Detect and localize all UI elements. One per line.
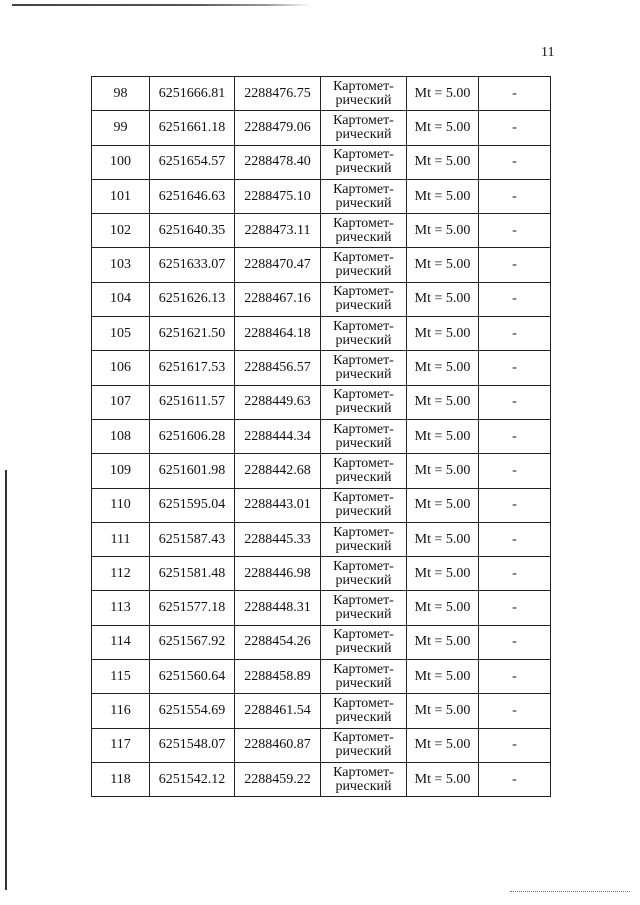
y-coordinate-cell: 2288470.47 <box>235 248 321 282</box>
x-coordinate-cell: 6251601.98 <box>150 454 235 488</box>
y-coordinate-cell: 2288479.06 <box>235 111 321 145</box>
table-row <box>92 591 551 625</box>
table-row <box>92 351 551 385</box>
note-cell: - <box>479 385 551 419</box>
note-cell: - <box>479 317 551 351</box>
method-line: рический <box>335 709 392 725</box>
accuracy-cell: Mt = 5.00 <box>407 111 479 145</box>
accuracy-cell: Mt = 5.00 <box>407 282 479 316</box>
x-coordinate-cell: 6251548.07 <box>150 728 235 762</box>
method-line: Картомет- <box>333 284 394 300</box>
method-line: рический <box>335 607 392 623</box>
method-line: рический <box>335 229 392 245</box>
method-cell <box>321 694 407 728</box>
method-line: рический <box>335 469 392 485</box>
y-coordinate-cell: 2288459.22 <box>235 762 321 796</box>
table-row <box>92 625 551 659</box>
table-row <box>92 111 551 145</box>
method-cell <box>321 317 407 351</box>
note-cell: - <box>479 351 551 385</box>
table-row <box>92 454 551 488</box>
table-row <box>92 77 551 111</box>
table-row <box>92 660 551 694</box>
point-number-cell: 109 <box>92 454 150 488</box>
note-cell: - <box>479 557 551 591</box>
table-row <box>92 488 551 522</box>
accuracy-cell: Mt = 5.00 <box>407 145 479 179</box>
y-coordinate-cell: 2288458.89 <box>235 660 321 694</box>
point-number-cell: 99 <box>92 111 150 145</box>
point-number-cell: 111 <box>92 522 150 556</box>
point-number-cell: 107 <box>92 385 150 419</box>
method-line: Картомет- <box>333 455 394 471</box>
note-cell: - <box>479 454 551 488</box>
method-cell <box>321 762 407 796</box>
note-cell: - <box>479 488 551 522</box>
x-coordinate-cell: 6251640.35 <box>150 214 235 248</box>
table-row <box>92 214 551 248</box>
note-cell: - <box>479 694 551 728</box>
note-cell: - <box>479 625 551 659</box>
note-cell: - <box>479 762 551 796</box>
method-cell <box>321 385 407 419</box>
method-cell <box>321 248 407 282</box>
method-line: Картомет- <box>333 593 394 609</box>
note-cell: - <box>479 111 551 145</box>
method-cell <box>321 77 407 111</box>
x-coordinate-cell: 6251621.50 <box>150 317 235 351</box>
x-coordinate-cell: 6251567.92 <box>150 625 235 659</box>
method-line: рический <box>335 504 392 520</box>
method-cell <box>321 488 407 522</box>
x-coordinate-cell: 6251646.63 <box>150 179 235 213</box>
method-line: рический <box>335 161 392 177</box>
table-body <box>92 77 551 797</box>
method-line: Картомет- <box>333 147 394 163</box>
table-row <box>92 179 551 213</box>
method-cell <box>321 351 407 385</box>
point-number-cell: 104 <box>92 282 150 316</box>
scan-artifact-bottom <box>510 891 630 893</box>
point-number-cell: 110 <box>92 488 150 522</box>
point-number-cell: 113 <box>92 591 150 625</box>
accuracy-cell: Mt = 5.00 <box>407 214 479 248</box>
y-coordinate-cell: 2288442.68 <box>235 454 321 488</box>
y-coordinate-cell: 2288454.26 <box>235 625 321 659</box>
table-row <box>92 762 551 796</box>
method-line: рический <box>335 675 392 691</box>
y-coordinate-cell: 2288478.40 <box>235 145 321 179</box>
method-cell <box>321 728 407 762</box>
y-coordinate-cell: 2288467.16 <box>235 282 321 316</box>
method-cell <box>321 557 407 591</box>
x-coordinate-cell: 6251606.28 <box>150 419 235 453</box>
accuracy-cell: Mt = 5.00 <box>407 317 479 351</box>
x-coordinate-cell: 6251542.12 <box>150 762 235 796</box>
method-line: рический <box>335 744 392 760</box>
x-coordinate-cell: 6251581.48 <box>150 557 235 591</box>
y-coordinate-cell: 2288448.31 <box>235 591 321 625</box>
point-number-cell: 103 <box>92 248 150 282</box>
method-line: Картомет- <box>333 353 394 369</box>
y-coordinate-cell: 2288460.87 <box>235 728 321 762</box>
method-line: Картомет- <box>333 112 394 128</box>
x-coordinate-cell: 6251577.18 <box>150 591 235 625</box>
y-coordinate-cell: 2288449.63 <box>235 385 321 419</box>
note-cell: - <box>479 179 551 213</box>
note-cell: - <box>479 145 551 179</box>
accuracy-cell: Mt = 5.00 <box>407 522 479 556</box>
x-coordinate-cell: 6251554.69 <box>150 694 235 728</box>
table-row <box>92 728 551 762</box>
y-coordinate-cell: 2288473.11 <box>235 214 321 248</box>
x-coordinate-cell: 6251587.43 <box>150 522 235 556</box>
x-coordinate-cell: 6251666.81 <box>150 77 235 111</box>
method-line: Картомет- <box>333 421 394 437</box>
method-line: рический <box>335 264 392 280</box>
point-number-cell: 117 <box>92 728 150 762</box>
method-cell <box>321 522 407 556</box>
method-line: рический <box>335 778 392 794</box>
method-line: рический <box>335 367 392 383</box>
note-cell: - <box>479 282 551 316</box>
point-number-cell: 108 <box>92 419 150 453</box>
x-coordinate-cell: 6251626.13 <box>150 282 235 316</box>
accuracy-cell: Mt = 5.00 <box>407 248 479 282</box>
method-line: Картомет- <box>333 661 394 677</box>
note-cell: - <box>479 728 551 762</box>
accuracy-cell: Mt = 5.00 <box>407 557 479 591</box>
point-number-cell: 118 <box>92 762 150 796</box>
note-cell: - <box>479 419 551 453</box>
y-coordinate-cell: 2288476.75 <box>235 77 321 111</box>
point-number-cell: 98 <box>92 77 150 111</box>
method-cell <box>321 454 407 488</box>
table-row <box>92 694 551 728</box>
point-number-cell: 115 <box>92 660 150 694</box>
x-coordinate-cell: 6251560.64 <box>150 660 235 694</box>
accuracy-cell: Mt = 5.00 <box>407 77 479 111</box>
method-line: Картомет- <box>333 181 394 197</box>
y-coordinate-cell: 2288456.57 <box>235 351 321 385</box>
accuracy-cell: Mt = 5.00 <box>407 728 479 762</box>
method-cell <box>321 145 407 179</box>
method-line: рический <box>335 195 392 211</box>
point-number-cell: 100 <box>92 145 150 179</box>
method-cell <box>321 179 407 213</box>
accuracy-cell: Mt = 5.00 <box>407 488 479 522</box>
method-line: Картомет- <box>333 318 394 334</box>
method-cell <box>321 214 407 248</box>
x-coordinate-cell: 6251595.04 <box>150 488 235 522</box>
note-cell: - <box>479 77 551 111</box>
accuracy-cell: Mt = 5.00 <box>407 660 479 694</box>
point-number-cell: 102 <box>92 214 150 248</box>
table-row <box>92 145 551 179</box>
method-line: рический <box>335 572 392 588</box>
method-line: рический <box>335 126 392 142</box>
table-row <box>92 419 551 453</box>
method-line: Картомет- <box>333 490 394 506</box>
method-line: Картомет- <box>333 524 394 540</box>
method-line: Картомет- <box>333 387 394 403</box>
point-number-cell: 106 <box>92 351 150 385</box>
point-number-cell: 101 <box>92 179 150 213</box>
method-line: рический <box>335 332 392 348</box>
method-line: Картомет- <box>333 695 394 711</box>
table-row <box>92 317 551 351</box>
method-cell <box>321 591 407 625</box>
note-cell: - <box>479 248 551 282</box>
point-number-cell: 116 <box>92 694 150 728</box>
method-line: рический <box>335 435 392 451</box>
method-cell <box>321 282 407 316</box>
scan-artifact-left-edge <box>5 470 7 890</box>
y-coordinate-cell: 2288443.01 <box>235 488 321 522</box>
x-coordinate-cell: 6251633.07 <box>150 248 235 282</box>
method-line: Картомет- <box>333 730 394 746</box>
table-row <box>92 385 551 419</box>
method-line: рический <box>335 538 392 554</box>
x-coordinate-cell: 6251661.18 <box>150 111 235 145</box>
method-line: рический <box>335 92 392 108</box>
point-number-cell: 112 <box>92 557 150 591</box>
note-cell: - <box>479 591 551 625</box>
accuracy-cell: Mt = 5.00 <box>407 591 479 625</box>
accuracy-cell: Mt = 5.00 <box>407 419 479 453</box>
note-cell: - <box>479 522 551 556</box>
y-coordinate-cell: 2288446.98 <box>235 557 321 591</box>
method-line: Картомет- <box>333 764 394 780</box>
method-cell <box>321 419 407 453</box>
table-row <box>92 248 551 282</box>
method-line: рический <box>335 641 392 657</box>
scan-artifact-top <box>12 4 312 6</box>
x-coordinate-cell: 6251611.57 <box>150 385 235 419</box>
y-coordinate-cell: 2288444.34 <box>235 419 321 453</box>
method-line: Картомет- <box>333 250 394 266</box>
table-row <box>92 282 551 316</box>
page-number: 11 <box>541 45 555 60</box>
y-coordinate-cell: 2288445.33 <box>235 522 321 556</box>
y-coordinate-cell: 2288475.10 <box>235 179 321 213</box>
method-line: Картомет- <box>333 215 394 231</box>
point-number-cell: 114 <box>92 625 150 659</box>
method-cell <box>321 111 407 145</box>
y-coordinate-cell: 2288464.18 <box>235 317 321 351</box>
table-row <box>92 522 551 556</box>
x-coordinate-cell: 6251617.53 <box>150 351 235 385</box>
method-line: рический <box>335 401 392 417</box>
note-cell: - <box>479 660 551 694</box>
accuracy-cell: Mt = 5.00 <box>407 179 479 213</box>
coordinates-table <box>91 76 551 797</box>
accuracy-cell: Mt = 5.00 <box>407 385 479 419</box>
method-cell <box>321 660 407 694</box>
accuracy-cell: Mt = 5.00 <box>407 762 479 796</box>
accuracy-cell: Mt = 5.00 <box>407 351 479 385</box>
note-cell: - <box>479 214 551 248</box>
accuracy-cell: Mt = 5.00 <box>407 694 479 728</box>
x-coordinate-cell: 6251654.57 <box>150 145 235 179</box>
method-line: рический <box>335 298 392 314</box>
method-line: Картомет- <box>333 78 394 94</box>
point-number-cell: 105 <box>92 317 150 351</box>
method-cell <box>321 625 407 659</box>
table-row <box>92 557 551 591</box>
accuracy-cell: Mt = 5.00 <box>407 625 479 659</box>
accuracy-cell: Mt = 5.00 <box>407 454 479 488</box>
y-coordinate-cell: 2288461.54 <box>235 694 321 728</box>
method-line: Картомет- <box>333 558 394 574</box>
method-line: Картомет- <box>333 627 394 643</box>
